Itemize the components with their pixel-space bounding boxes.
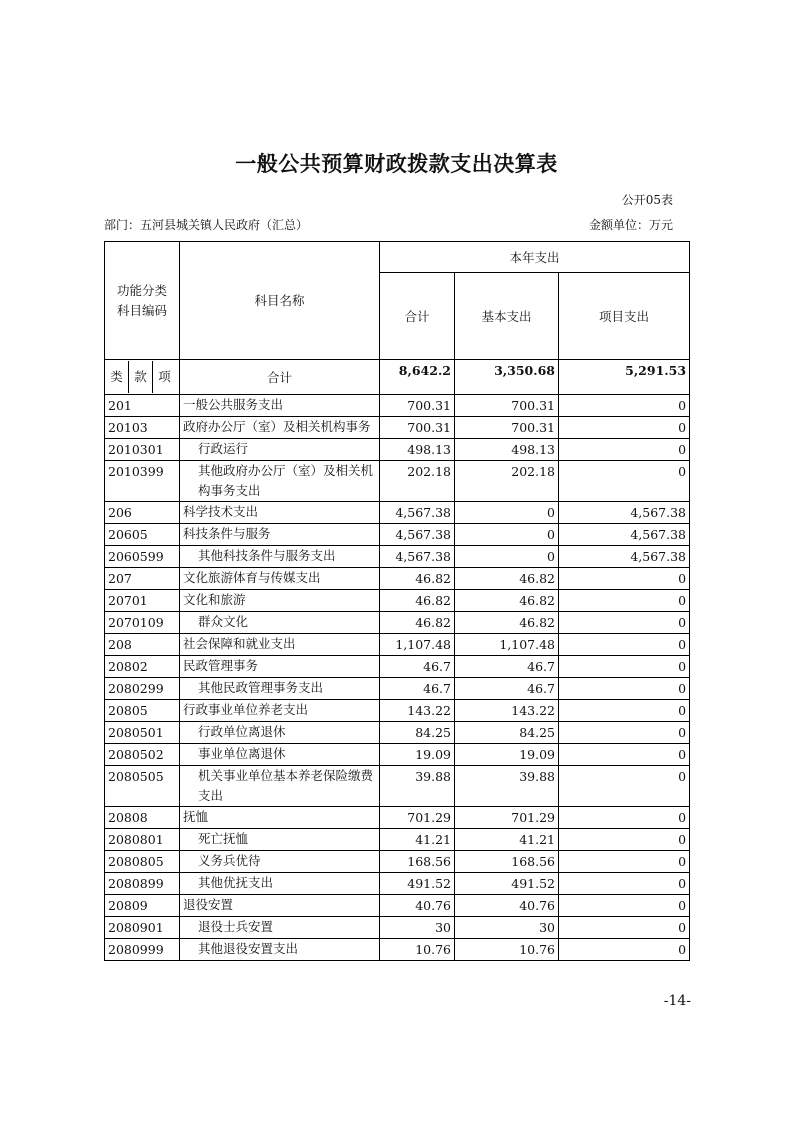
row-project: 0 (559, 656, 690, 678)
row-basic: 491.52 (455, 873, 559, 895)
row-total: 700.31 (380, 395, 455, 417)
row-basic: 30 (455, 917, 559, 939)
row-basic: 10.76 (455, 939, 559, 961)
row-total: 19.09 (380, 744, 455, 766)
table-row (105, 546, 690, 568)
amount-unit-label: 金额单位：万元 (588, 218, 673, 232)
table-row (105, 590, 690, 612)
row-subject-name: 死亡抚恤 (180, 829, 380, 851)
row-total: 41.21 (380, 829, 455, 851)
project-header: 项目支出 (559, 273, 690, 360)
basic-header: 基本支出 (455, 273, 559, 360)
row-total: 202.18 (380, 461, 455, 502)
row-basic: 84.25 (455, 722, 559, 744)
row-subject-name: 退役士兵安置 (180, 917, 380, 939)
table-row (105, 395, 690, 417)
row-code: 201 (105, 395, 180, 417)
row-basic: 46.7 (455, 656, 559, 678)
row-total: 46.7 (380, 678, 455, 700)
row-project: 0 (559, 568, 690, 590)
row-project: 0 (559, 766, 690, 807)
row-code: 20805 (105, 700, 180, 722)
row-project: 0 (559, 722, 690, 744)
row-subject-name: 文化旅游体育与传媒支出 (180, 568, 380, 590)
row-basic: 701.29 (455, 807, 559, 829)
row-subject-name: 其他政府办公厅（室）及相关机构事务支出 (180, 461, 380, 502)
row-total: 1,107.48 (380, 634, 455, 656)
row-project: 0 (559, 851, 690, 873)
row-subject-name: 文化和旅游 (180, 590, 380, 612)
row-subject-name: 行政事业单位养老支出 (180, 700, 380, 722)
row-code: 20808 (105, 807, 180, 829)
row-basic: 46.82 (455, 590, 559, 612)
table-row (105, 766, 690, 807)
row-subject-name: 其他民政管理事务支出 (180, 678, 380, 700)
row-basic: 0 (455, 524, 559, 546)
row-code: 2080501 (105, 722, 180, 744)
table-row (105, 744, 690, 766)
table-row (105, 722, 690, 744)
row-subject-name: 抚恤 (180, 807, 380, 829)
row-code: 20103 (105, 417, 180, 439)
department-label: 部门：五河县城关镇人民政府（汇总） (104, 218, 309, 232)
row-total: 700.31 (380, 417, 455, 439)
table-row (105, 807, 690, 829)
row-project: 0 (559, 612, 690, 634)
table-row (105, 502, 690, 524)
current-year-header: 本年支出 (380, 242, 690, 273)
row-project: 0 (559, 744, 690, 766)
row-total: 491.52 (380, 873, 455, 895)
row-subject-name: 行政单位离退休 (180, 722, 380, 744)
row-basic: 202.18 (455, 461, 559, 502)
row-code: 2070109 (105, 612, 180, 634)
row-subject-name: 科技条件与服务 (180, 524, 380, 546)
table-row (105, 917, 690, 939)
row-subject-name: 行政运行 (180, 439, 380, 461)
page-title: 一般公共预算财政拨款支出决算表 (235, 152, 558, 176)
table-row (105, 524, 690, 546)
row-subject-name: 退役安置 (180, 895, 380, 917)
row-basic: 46.82 (455, 568, 559, 590)
row-project: 0 (559, 829, 690, 851)
row-code: 2080901 (105, 917, 180, 939)
total-header: 合计 (380, 273, 455, 360)
row-subject-name: 义务兵优待 (180, 851, 380, 873)
row-code: 2080801 (105, 829, 180, 851)
kuan-label: 款 (128, 361, 152, 393)
row-basic: 143.22 (455, 700, 559, 722)
row-project: 0 (559, 917, 690, 939)
header-row-1 (105, 242, 690, 273)
table-row (105, 439, 690, 461)
row-project: 0 (559, 417, 690, 439)
row-total: 4,567.38 (380, 502, 455, 524)
row-project: 0 (559, 634, 690, 656)
row-project: 4,567.38 (559, 546, 690, 568)
xiang-label: 项 (152, 361, 176, 393)
row-subject-name: 一般公共服务支出 (180, 395, 380, 417)
table-row (105, 829, 690, 851)
row-basic: 498.13 (455, 439, 559, 461)
row-subject-name: 事业单位离退休 (180, 744, 380, 766)
row-basic: 1,107.48 (455, 634, 559, 656)
table-row (105, 851, 690, 873)
row-total: 46.82 (380, 612, 455, 634)
row-subject-name: 其他退役安置支出 (180, 939, 380, 961)
category-subheader (105, 360, 180, 395)
row-basic: 700.31 (455, 417, 559, 439)
row-project: 0 (559, 895, 690, 917)
table-row (105, 612, 690, 634)
row-code: 207 (105, 568, 180, 590)
subject-name-header: 科目名称 (180, 242, 380, 360)
table-row (105, 873, 690, 895)
row-total: 40.76 (380, 895, 455, 917)
row-basic: 39.88 (455, 766, 559, 807)
form-number: 公开05表 (621, 193, 673, 207)
total-row (105, 360, 690, 395)
row-basic: 168.56 (455, 851, 559, 873)
row-project: 0 (559, 700, 690, 722)
row-code: 2010301 (105, 439, 180, 461)
row-project: 4,567.38 (559, 502, 690, 524)
row-project: 0 (559, 873, 690, 895)
row-project: 0 (559, 807, 690, 829)
row-total: 30 (380, 917, 455, 939)
row-code: 2080805 (105, 851, 180, 873)
row-total: 39.88 (380, 766, 455, 807)
row-code: 206 (105, 502, 180, 524)
row-code: 2080299 (105, 678, 180, 700)
row-code: 20809 (105, 895, 180, 917)
row-total: 4,567.38 (380, 524, 455, 546)
row-basic: 0 (455, 502, 559, 524)
row-basic: 19.09 (455, 744, 559, 766)
row-code: 2010399 (105, 461, 180, 502)
row-project: 0 (559, 939, 690, 961)
row-subject-name: 机关事业单位基本养老保险缴费支出 (180, 766, 380, 807)
lei-label: 类 (110, 369, 123, 384)
row-code: 20802 (105, 656, 180, 678)
func-code-header: 功能分类 科目编码 (105, 242, 180, 360)
budget-table (104, 241, 690, 961)
row-total: 498.13 (380, 439, 455, 461)
row-basic: 41.21 (455, 829, 559, 851)
row-total: 701.29 (380, 807, 455, 829)
row-code: 2060599 (105, 546, 180, 568)
row-code: 2080505 (105, 766, 180, 807)
row-total: 168.56 (380, 851, 455, 873)
row-total: 10.76 (380, 939, 455, 961)
row-total: 4,567.38 (380, 546, 455, 568)
row-basic: 40.76 (455, 895, 559, 917)
row-project: 4,567.38 (559, 524, 690, 546)
row-total: 84.25 (380, 722, 455, 744)
row-subject-name: 其他优抚支出 (180, 873, 380, 895)
page-number: -14- (663, 993, 691, 1009)
row-project: 0 (559, 461, 690, 502)
row-code: 2080999 (105, 939, 180, 961)
row-basic: 700.31 (455, 395, 559, 417)
table-row (105, 568, 690, 590)
row-project: 0 (559, 439, 690, 461)
row-total: 46.7 (380, 656, 455, 678)
table-row (105, 700, 690, 722)
row-code: 20605 (105, 524, 180, 546)
table-row (105, 634, 690, 656)
row-code: 2080899 (105, 873, 180, 895)
row-subject-name: 民政管理事务 (180, 656, 380, 678)
row-basic: 0 (455, 546, 559, 568)
grand-project: 5,291.53 (559, 360, 690, 395)
row-project: 0 (559, 678, 690, 700)
row-basic: 46.7 (455, 678, 559, 700)
row-subject-name: 科学技术支出 (180, 502, 380, 524)
grand-total: 8,642.2 (380, 360, 455, 395)
row-subject-name: 其他科技条件与服务支出 (180, 546, 380, 568)
grand-basic: 3,350.68 (455, 360, 559, 395)
row-code: 20701 (105, 590, 180, 612)
row-code: 2080502 (105, 744, 180, 766)
row-subject-name: 社会保障和就业支出 (180, 634, 380, 656)
row-total: 46.82 (380, 568, 455, 590)
row-code: 208 (105, 634, 180, 656)
table-row (105, 417, 690, 439)
table-row (105, 656, 690, 678)
row-total: 143.22 (380, 700, 455, 722)
table-row (105, 461, 690, 502)
row-basic: 46.82 (455, 612, 559, 634)
total-row-label: 合计 (180, 360, 380, 395)
table-row (105, 895, 690, 917)
row-project: 0 (559, 395, 690, 417)
row-subject-name: 政府办公厅（室）及相关机构事务 (180, 417, 380, 439)
row-subject-name: 群众文化 (180, 612, 380, 634)
table-row (105, 939, 690, 961)
row-total: 46.82 (380, 590, 455, 612)
row-project: 0 (559, 590, 690, 612)
table-row (105, 678, 690, 700)
